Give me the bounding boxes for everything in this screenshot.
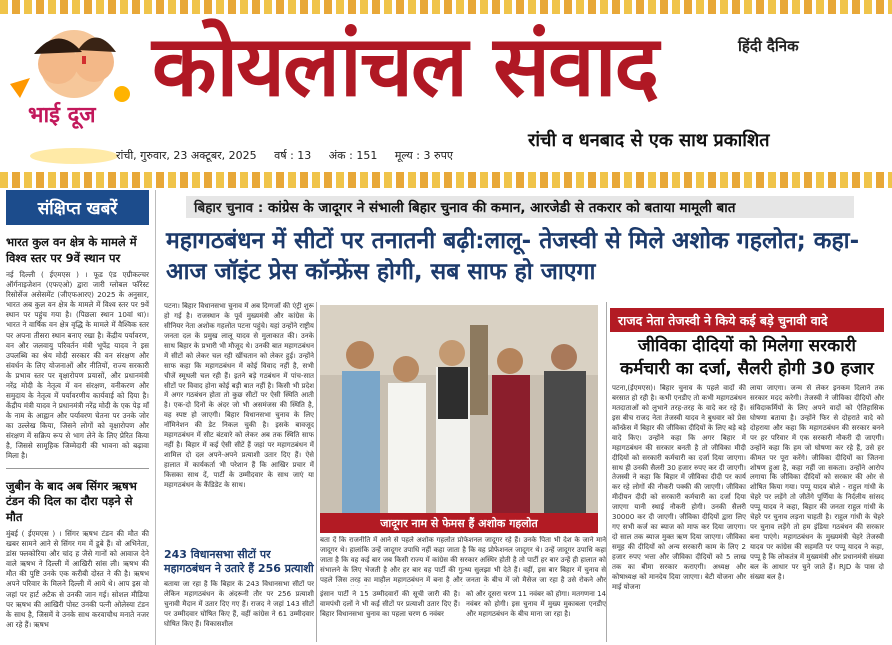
- brief-body: नई दिल्ली ( ईएमएस ) । फूड एंड एग्रीकल्चर ऑर्गनाइजेशन (एफएओ) द्वारा जारी ग्लोबल फॉरेस्ट रिसोर्सेज असेसमेंट (जीएफआरए) 2025 के अनुसार, भारत अब कुल वन क्षेत्र के मामले में विश्व स्तर पर 9वें स्थान पर पहुंच गया है। (पिछला स्थान 10वां था)। भारत ने वार्षिक वन क्षेत्र वृद्धि के मामले में वैश्विक स्तर पर अपना तीसरा स्थान बनाए रखा है। केंद्रीय पर्यावरण, वन और जलवायु परिवर्तन मंत्री भूपेंद्र यादव ने इस उपलब्धि का श्रेय मोदी सरकार की वन संरक्षण और संवर्धन के लिए योजनाओं और नीतियों, राज्य सरकारी के प्रभाव स्तर पर वृक्षारोपण प्रयासों, और प्रधानमंत्री नरेंद्र मोदी के नेतृत्व में वन संरक्षण, वनीकरण और समुदाय के नेतृत्व में पर्यावरणीय कार्यवाई को दिया है। केंद्रीय मंत्री यादव ने प्रधानमंत्री नरेंद्र मोदी के एक पेड़ माँ के नाम के आह्वान और पर्यावरण चेतना पर उनके जोर का उल्लेख किया, जिसने लोगों को वृक्षारोपण और संरक्षण में सक्रिय रूप से भाग लेने के लिए प्रेरित किया है, जिससे सामूहिक जिम्मेदारी की भावना को बढ़ावा मिला है।: [6, 270, 149, 461]
- column-rule: [606, 302, 607, 642]
- right-story-kicker: राजद नेता तेजस्वी ने किये कई बड़े चुनावी वादे: [610, 308, 884, 332]
- edition-type: हिंदी दैनिक: [738, 37, 799, 55]
- main-headline: महागठबंधन में सीटों पर तनातनी बढ़ी:लालू- तेजस्वी से मिले अशोक गहलोत; कहा- आज जॉइंट प्रेस कॉन्फ्रेंस होगी, सब साफ हो जाएगा: [166, 228, 860, 286]
- right-story-column: लाया जाएगा। जन्म से लेकर इनकम दिलाने तक सरकार मदद करेगी। तेजस्वी ने जीविका दीदियों और संविदाकर्मियों के लिए अपने वादों को ऐतिहासिक घोषणा बताया है। उन्होंने फिर से दोहराते वादे को दोहराया और कहा कि महागठबंधन की सरकार बनने पर हर परिवार में एक सरकारी नौकरी दी जाएगी। उन्होंने कहा कि हम जो घोषणा कर रहे हैं, उसे हर कीमत पर पूरा करेंगे। जीविका दीदियों का जितना शोषण हुआ है, कहा नहीं जा सकता। उन्होंने आरोप लगाया कि जीविका दीदियों को सरकार की ओर से शोषित किया गया। पप्पू यादव बोले - राहुल गांधी के चेहरे पर लड़ेंगे तो जीतेंगे पूर्णिया के निर्दलीय सांसद पप्पू यादव ने कहा, बिहार की जनता राहुल गांधी के चेहरे पर चुनाव लड़ना चाहती है। राहुल गांधी के चेहरे पर चुनाव लड़ेंगे तो हम इंडिया गठबंधन की सरकार बना पाएंगे। महागठबंधन के मुख्यमंत्री चेहरे तेजस्वी यादव पर कांग्रेस की सहमति पर पप्पू यादव ने कहा, पप्पू है कि लोकतंत्र में मुख्यमंत्री और प्रधानमंत्री संख्या बल के आधार पर चुने जाते हैं। RJD के पास दो संख्या बल है।: [750, 384, 884, 581]
- newspaper-title: कोयलांचल संवाद: [152, 17, 658, 115]
- divider: [6, 468, 149, 469]
- right-story-column: पटना,(ईएमएस)। बिहार चुनाव के पहले वादों की बरसात हो रही है। कभी एनडीए तो कभी महागठबंधन मतदाताओं को लुभाने तरह-तरह के वादे कर रहे हैं। इस बीच राजद नेता तेजस्वी यादव ने बुधवार को प्रेस कॉन्फ्रेंस में बिहार की जीविका दीदियों के लिए बड़े बड़े वादे किए। उन्होंने कहा कि अगर बिहार में महागठबंधन की सरकार बनती है तो जीविका मीदी दीदियों को सरकारी कर्मचारी का दर्जा दिया जाएगा। साथ ही उनकी सैलरी 30 हजार रुपए कर दी जाएगी। तेजस्वी ने कहा कि बिहार में जीविका दीदी पर कार्य कर रहे लोगों की नौकरी पक्की की जाएगी। जीविका मीदीयन दीदी को सरकारी कर्मचारी का दर्जा दिया जाएगा यानी स्थाई नौकरी होगी। उनकी सैलरी 30000 कर दी जाएगी। जीविका दीदियों द्वारा लिए गए सभी कर्ज का ब्याज को माफ कर दिया जाएगा। दो साल तक ब्याज मुक्त ऋण दिया जाएगा। जीविका समूह की दीदियों को अन्य सरकारी काम के लिए 2 हजार रुपए भत्ता और जीविका दीदियों को 5 लाख तक का बीमा सरकार कराएगी। अध्यक्ष और कोषाध्यक्ष को मानदेय दिया जाएगा। बेटी योजना और माई योजना: [612, 384, 746, 591]
- lead-strip-text: कांग्रेस के जादूगर ने संभाली बिहार चुनाव की कमान, आरजेडी से तकरार को बताया मामूली बात: [267, 200, 736, 216]
- dateline: [116, 148, 467, 163]
- lead-strip-kicker: बिहार चुनाव :: [194, 200, 264, 216]
- photo-politicians-icon: [320, 305, 598, 513]
- column-rule: [316, 302, 317, 642]
- brief-headline: भारत कुल वन क्षेत्र के मामले में विश्व स्तर पर 9वें स्थान पर: [6, 235, 137, 265]
- news-briefs-badge: संक्षिप्त खबरें: [6, 190, 149, 225]
- place-date: रांची, गुरुवार, 23 अक्टूबर, 2025: [116, 149, 257, 162]
- brief-body: मुंबई ( ईएमएस ) । सिंगर ऋषभ टंडन की मौत की खबर सामने आने से सिंगर गम में डूबे हैं। वो अभिनेता, डांस फ्लकोरिया और चांद ह जैसे गानों को आवाज देने वाले ऋषभ ने दिल्ली में आखिरी सांस ली। ऋषभ की मौत की पुष्टि उनके एक करीबी दोस्त ने की है। ऋषभ अपने परिवार के मिलने दिल्ली में आये थे। आप इस वो जहां पर हार्ट अटैक से उनकी जान गई। सोशल मीडिया पर ऋषभ की आखिरी पोस्ट उनकी पत्नी ओलेस्या टंडन के साथ है, जिसमें वे उनके साथ करवाचौथ मनाते नजर आ रहे हैं। ऋषभ: [6, 529, 149, 629]
- main-story-column: बताया जा रहा है कि बिहार के 243 विधानसभा सीटों पर लेकिन महागठबंधन के अंदरूनी तौर पर 256 प्रत्याशी चुनावी मैदान में उतार दिए गए हैं। राजद ने जहां 143 सीटों पर उम्मीदवार घोषित किए हैं, वहीं कांग्रेस ने 61 उम्मीदवार घोषित किए हैं। विकासशील: [164, 580, 314, 628]
- brief-headline: जुबीन के बाद अब सिंगर ऋषभ टंडन की दिल का दौरा पड़ने से मौत: [6, 478, 137, 524]
- masthead: [0, 0, 892, 188]
- photo-caption: जादूगर नाम से फेमस हैं अशोक गहलोत: [320, 513, 598, 533]
- price: मूल्य : 3 रुपए: [394, 149, 453, 162]
- decorative-border-top: [0, 0, 892, 14]
- decorative-border-bottom: [0, 172, 892, 188]
- main-story-subhead: 243 विधानसभा सीटों पर महागठबंधन ने उतारे हैं 256 प्रत्याशी: [164, 548, 314, 576]
- main-story-column: बता दें कि राजनीति में आने से पहले अशोक गहलोत प्रोफेशनल जादूगर रहे हैं। उनके पिता भी देश के जाने माने जादूगर थे। हालांकि उन्हें जादूगर उपाधि नहीं कहा जाता है कि वह प्रोफेशनल जादूगर थे। उन्हें जादूगर उपाधि कहा जाता है कि वह कई बार जब किसी राज्य में कांग्रेस की सरकार अस्थिर होती है तो पार्टी हर बार उन्हें ही हालात को संभालने के लिए भेजती है और हर बार वह पार्टी की गुत्थ्य सुलझा भी देते हैं। वहीं, इस बार बिहार में चुनाव से पहले जिस तरह का माहौल महागठबंधन में बना है और जनता के बीच में जो मैसेज जा रहा है उसे रोकने और: [320, 536, 606, 584]
- festival-text: भाई दूज: [28, 102, 96, 128]
- tagline: रांची व धनबाद से एक साथ प्रकाशित: [528, 130, 770, 151]
- year: वर्ष : 13: [274, 149, 312, 162]
- right-story-headline: जीविका दीदियों को मिलेगा सरकारी कर्मचारी का दर्जा, सैलरी होगी 30 हजार: [620, 336, 874, 379]
- issue-number: अंक : 151: [328, 149, 378, 162]
- main-story-column: पटना। बिहार विधानसभा चुनाव में अब दिग्गजों की एंट्री शुरू हो गई है। राजस्थान के पूर्व मुख्यमंत्री और कांग्रेस के सीनियर नेता अशोक गहलोत पटना पहुंचे। यहां उन्होंने राष्ट्रीय जनता दल के प्रमुख लालू यादव से मुलाकात की। उनके साथ बिहार के प्रभारी भी मौजूद थे। उनकी बात महागठबंधन में सीटों को लेकर चल रही खींचतान को लेकर हुई। उन्होंने साफ कहा कि महागठबंधन में कोई विवाद नहीं है, सभी चीजें स्मूथली चल रही हैं। इतने बड़े गठबंधन में पांच-सात सीटों पर विवाद होना कोई बड़ी बात नहीं है। किसी भी प्रदेश में अगर गठबंधन होता तो कुछ सीटों पर ऐसी स्थिति आती है। एक-दो दिनों के अंदर जो भी असमंजस की स्थिति है, वह स्पष्ट हो जाएगी। बिहार विधानसभा चुनाव के लिए नॉमिनेशन की डेट निकल चुकी है। इसके बावजूद महागठबंधन में सीट बंटवारे को लेकर अब तक स्थिति साफ नहीं है। बिहार में कई ऐसी सीटें हैं जहां पर महागठबंधन में शामिल दो दल अपने-अपने प्रत्याशी उतार दिए हैं। ऐसे हालात में कार्यकर्ता भी परेशान हैं कि आखिर प्रचार में किसका साथ दें, पार्टी के उम्मीदवार के साथ जाएं या महागठबंधन के कैंडिडेट के साथ।: [164, 302, 314, 489]
- news-photo: [320, 305, 598, 513]
- main-story-column: इंसान पार्टी ने 15 उम्मीदवारों की सूची जारी की है। वामपंथी दलों ने भी कई सीटों पर प्रत्याशी उतार दिए हैं। बिहार विधानसभा चुनाव का पहला चरण 6 नवंबर: [320, 590, 460, 618]
- main-story-column: को और दूसरा चरण 11 नवंबर को होगा। मतगणना 14 नवंबर को होगी। इस चुनाव में मुख्य मुकाबला एनडीए और महागठबंधन के बीच माना जा रहा है।: [466, 590, 606, 618]
- lead-strip: [186, 196, 854, 218]
- news-briefs-sidebar: [6, 190, 156, 645]
